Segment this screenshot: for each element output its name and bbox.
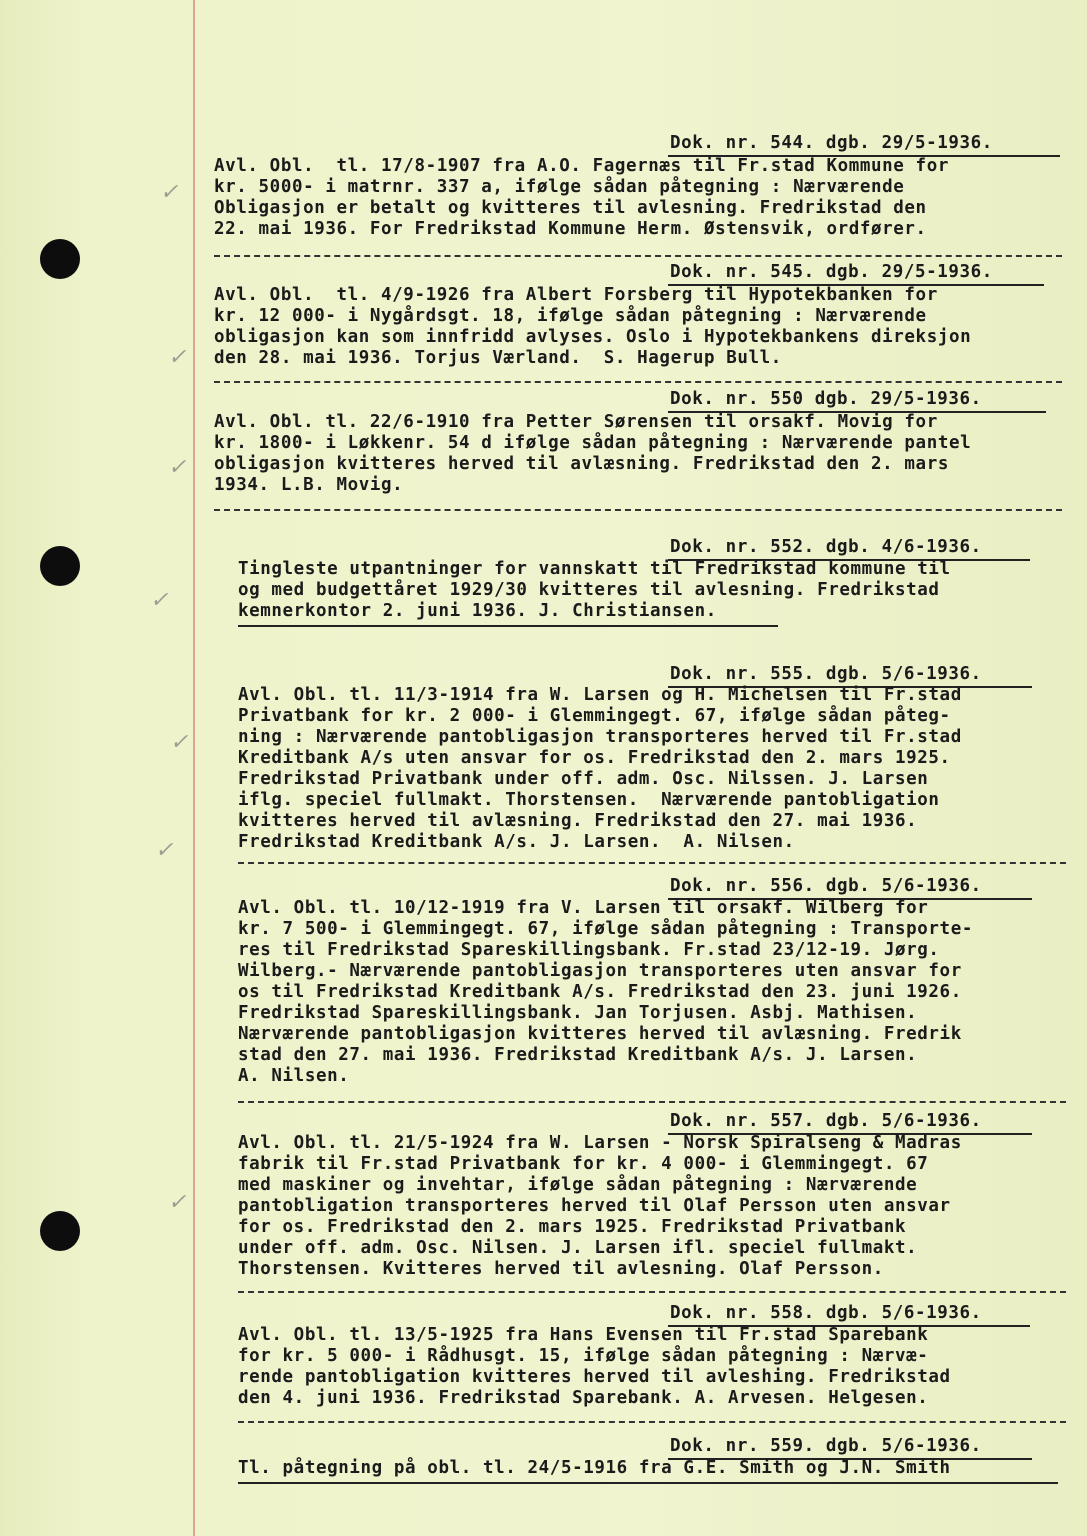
entry-line: obligasjon kvitteres herved til avlæsning. Fredrikstad den 2. mars [214,454,949,474]
entry-line: 1934. L.B. Movig. [214,475,404,495]
margin-rule [193,0,195,1536]
margin-check-mark: ✓ [168,1190,187,1215]
entry-line: kvitteres herved til avlæsning. Fredrikstad den 27. mai 1936. [238,811,918,831]
entry-separator [214,381,1062,383]
entry-line: Avl. Obl. tl. 21/5-1924 fra W. Larsen - Norsk Spiralseng & Madras [238,1133,962,1153]
entry-line: Avl. Obl. tl. 13/5-1925 fra Hans Evensen til Fr.stad Sparebank [238,1325,929,1345]
entry-line: Thorstensen. Kvitteres herved til avlesning. Olaf Persson. [238,1259,884,1279]
entry-line: Tingleste utpantninger for vannskatt til Fredrikstad kommune til [238,559,951,579]
entry-separator [214,509,1062,511]
entry-line: stad den 27. mai 1936. Fredrikstad Kreditbank A/s. J. Larsen. [238,1045,918,1065]
entry-line: Fredrikstad Privatbank under off. adm. Osc. Nilssen. J. Larsen [238,769,929,789]
entry-line: Avl. Obl. tl. 4/9-1926 fra Albert Forsberg til Hypotekbanken for [214,285,938,305]
entry-line: Tl. påtegning på obl. tl. 24/5-1916 fra G.E. Smith og J.N. Smith [238,1458,951,1478]
entry-separator [214,255,1062,257]
entry-line: Avl. Obl. tl. 11/3-1914 fra W. Larsen og H. Michelsen til Fr.stad [238,685,962,705]
entry-line: Avl. Obl. tl. 17/8-1907 fra A.O. Fagernæs til Fr.stad Kommune for [214,156,949,176]
entry-separator [238,862,1066,864]
entry-separator [238,1421,1066,1423]
entry-header: Dok. nr. 558. dgb. 5/6-1936. [670,1303,982,1323]
entry-line: pantobligation transporteres herved til Olaf Persson uten ansvar [238,1196,951,1216]
entry-line: res til Fredrikstad Spareskillingsbank. Fr.stad 23/12-19. Jørg. [238,940,940,960]
entry-line: Avl. Obl. tl. 10/12-1919 fra V. Larsen til orsakf. Wilberg for [238,898,929,918]
entry-header: Dok. nr. 555. dgb. 5/6-1936. [670,664,982,684]
entry-header: Dok. nr. 545. dgb. 29/5-1936. [670,262,993,282]
entry-line: A. Nilsen. [238,1066,350,1086]
punch-hole-1 [40,239,80,279]
entry-header: Dok. nr. 557. dgb. 5/6-1936. [670,1111,982,1131]
entry-header: Dok. nr. 550 dgb. 29/5-1936. [670,389,982,409]
margin-check-mark: ✓ [168,455,187,480]
entry-line: Kreditbank A/s uten ansvar for os. Fredrikstad den 2. mars 1925. [238,748,951,768]
entry-line: og med budgettåret 1929/30 kvitteres til avlesning. Fredrikstad [238,580,940,600]
entry-line: Fredrikstad Spareskillingsbank. Jan Torjusen. Asbj. Mathisen. [238,1003,918,1023]
entry-line: kr. 12 000- i Nygårdsgt. 18, ifølge sådan påtegning : Nærværende [214,306,927,326]
entry-header: Dok. nr. 544. dgb. 29/5-1936. [670,133,993,153]
margin-check-mark: ✓ [150,588,169,613]
entry-line: rende pantobligation kvitteres herved til avleshing. Fredrikstad [238,1367,951,1387]
margin-check-mark: ✓ [168,345,187,370]
entry-line: for os. Fredrikstad den 2. mars 1925. Fredrikstad Privatbank [238,1217,907,1237]
punch-hole-3 [40,1211,80,1251]
entry-header: Dok. nr. 552. dgb. 4/6-1936. [670,537,982,557]
entry-line: os til Fredrikstad Kreditbank A/s. Fredrikstad den 23. juni 1926. [238,982,962,1002]
entry-line: Privatbank for kr. 2 000- i Glemmingegt. 67, ifølge sådan påteg- [238,706,951,726]
entry-line: Wilberg.- Nærværende pantobligasjon transporteres uten ansvar for [238,961,962,981]
entry-line: den 4. juni 1936. Fredrikstad Sparebank. A. Arvesen. Helgesen. [238,1388,929,1408]
entry-line: kemnerkontor 2. juni 1936. J. Christiansen. [238,601,717,621]
entry-line: Fredrikstad Kreditbank A/s. J. Larsen. A. Nilsen. [238,832,795,852]
entry-line: fabrik til Fr.stad Privatbank for kr. 4 000- i Glemmingegt. 67 [238,1154,929,1174]
margin-check-mark: ✓ [160,180,179,205]
entry-line: kr. 1800- i Løkkenr. 54 d ifølge sådan påtegning : Nærværende pantel [214,433,972,453]
entry-line: kr. 7 500- i Glemmingegt. 67, ifølge sådan påtegning : Transporte- [238,919,973,939]
entry-line: obligasjon kan som innfridd avlyses. Oslo i Hypotekbankens direksjon [214,327,972,347]
entry-line: den 28. mai 1936. Torjus Værland. S. Hagerup Bull. [214,348,782,368]
entry-line: kr. 5000- i matrnr. 337 a, ifølge sådan påtegning : Nærværende [214,177,905,197]
entry-line: for kr. 5 000- i Rådhusgt. 15, ifølge sådan påtegning : Nærvæ- [238,1346,929,1366]
entry-header: Dok. nr. 556. dgb. 5/6-1936. [670,876,982,896]
entry-line: Obligasjon er betalt og kvitteres til avlesning. Fredrikstad den [214,198,927,218]
entry-line: Nærværende pantobligasjon kvitteres herved til avlæsning. Fredrik [238,1024,962,1044]
entry-line: med maskiner og invehtar, ifølge sådan påtegning : Nærværende [238,1175,918,1195]
entry-line: ning : Nærværende pantobligasjon transporteres herved til Fr.stad [238,727,962,747]
entry-separator [238,1291,1066,1293]
entry-line: iflg. speciel fullmakt. Thorstensen. Nærværende pantobligation [238,790,940,810]
entry-line: 22. mai 1936. For Fredrikstad Kommune Herm. Østensvik, ordfører. [214,219,927,239]
margin-check-mark: ✓ [155,838,174,863]
entry-separator [238,1101,1066,1103]
punch-hole-2 [40,546,80,586]
entry-line: Avl. Obl. tl. 22/6-1910 fra Petter Sørensen til orsakf. Movig for [214,412,938,432]
entry-underline [238,625,778,627]
entry-underline [238,1482,1058,1484]
entry-header: Dok. nr. 559. dgb. 5/6-1936. [670,1436,982,1456]
entry-line: under off. adm. Osc. Nilsen. J. Larsen ifl. speciel fullmakt. [238,1238,918,1258]
margin-check-mark: ✓ [170,730,189,755]
